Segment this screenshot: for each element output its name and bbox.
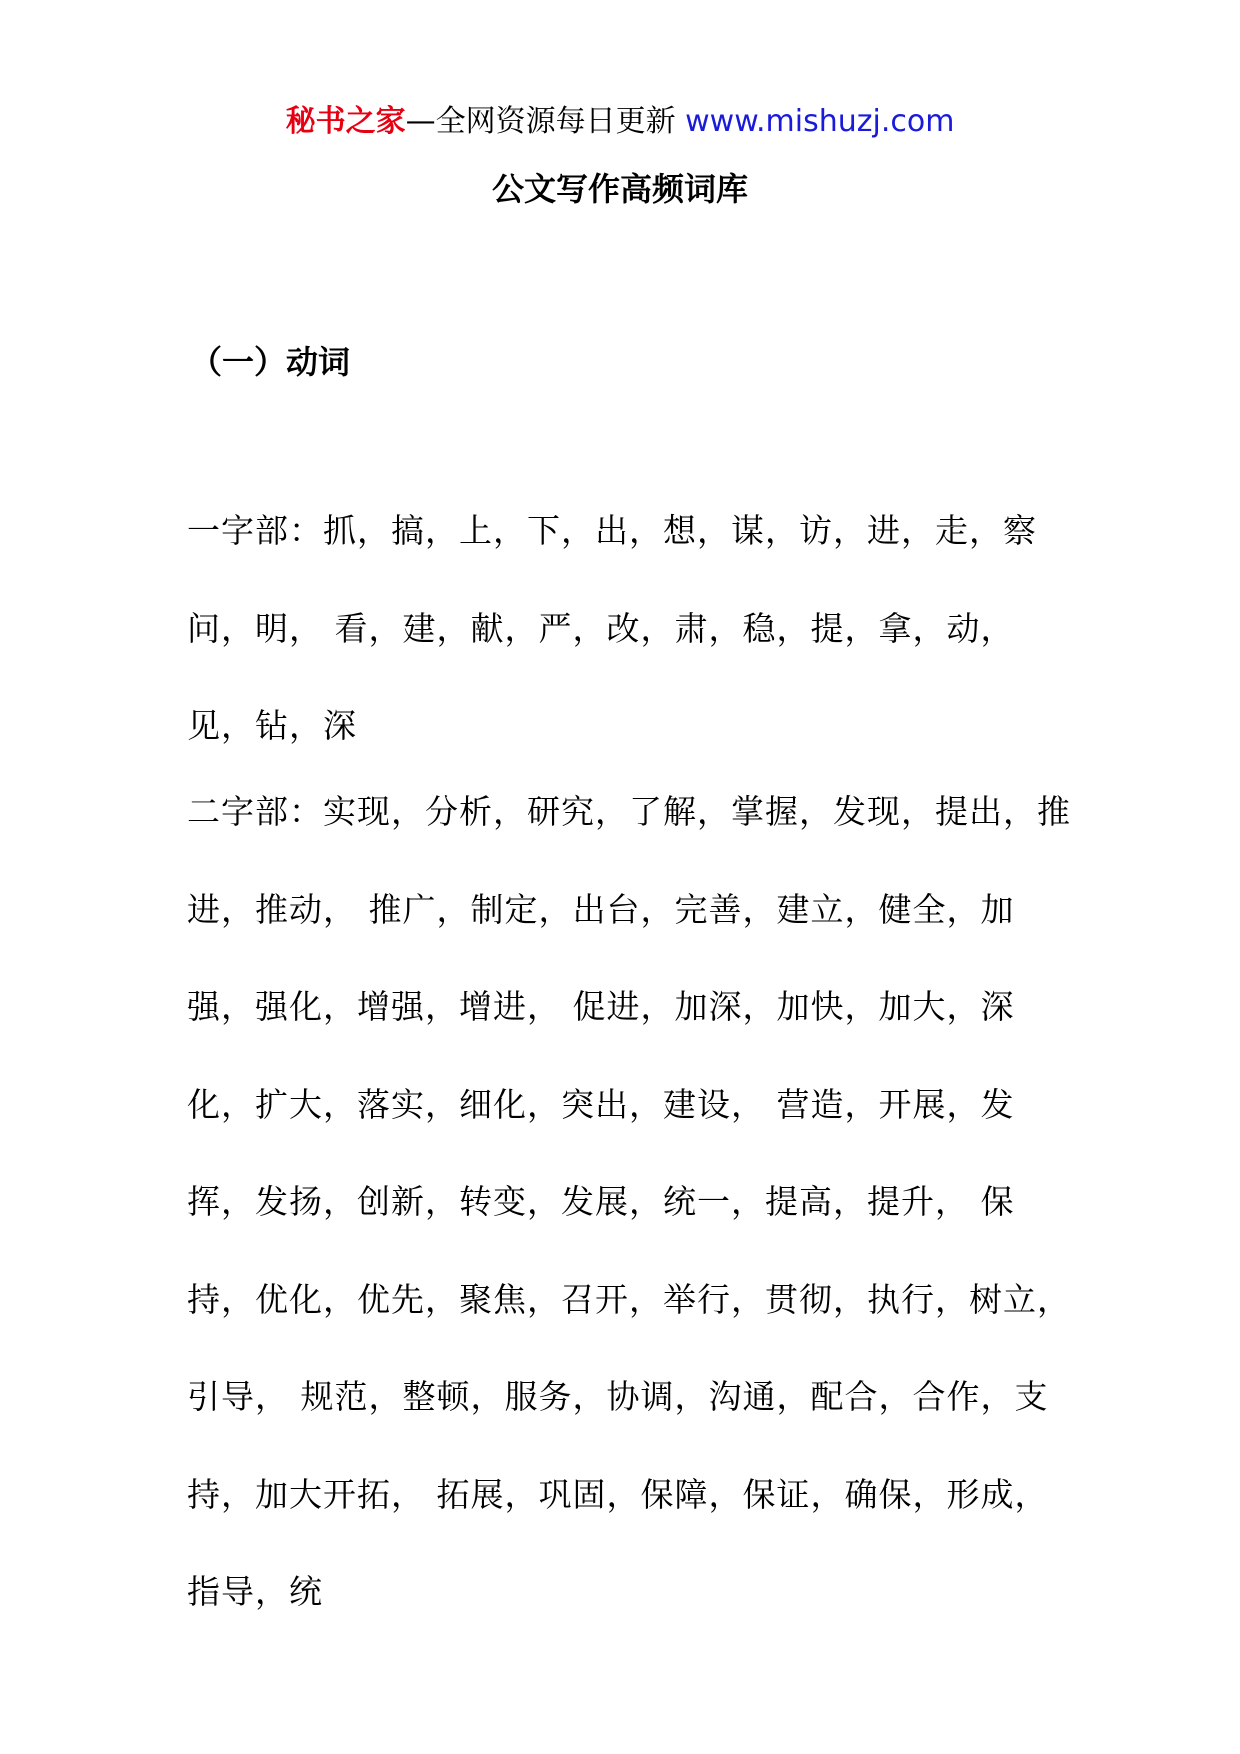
site-header <box>0 100 1240 144</box>
paragraph-one-char-verbs: 一字部：抓，搞，上，下，出，想，谋，访，进，走，察问，明， 看，建，献，严，改，肃，稳，提，拿，动，见，钻，深 <box>187 511 1037 745</box>
site-url-link[interactable]: www.mishuzj.com <box>685 104 955 139</box>
site-brand: 秘书之家 <box>285 104 406 139</box>
document-title: 公文写作高频词库 <box>491 170 748 208</box>
paragraph-two-char-verbs: 二字部：实现，分析，研究，了解，掌握，发现，提出，推进，推动， 推广，制定，出台，完善，建立，健全，加强，强化，增强，增进， 促进，加深，加快，加大，深化，扩大，落实，细化，突出，建设， 营造，开展，发挥，发扬，创新，转变，发展，统一，提高，提升， 保持，优化，优先，聚焦，召开，举行，贯彻，执行，树立，引导， 规范，整顿，服务，协调，沟通，配合，合作，支持，加大开拓， 拓展，巩固，保障，保证，确保，形成，指导，统 <box>187 792 1071 1611</box>
section-heading: （一）动词 <box>190 343 351 381</box>
site-tagline: —全网资源每日更新 <box>405 104 686 139</box>
